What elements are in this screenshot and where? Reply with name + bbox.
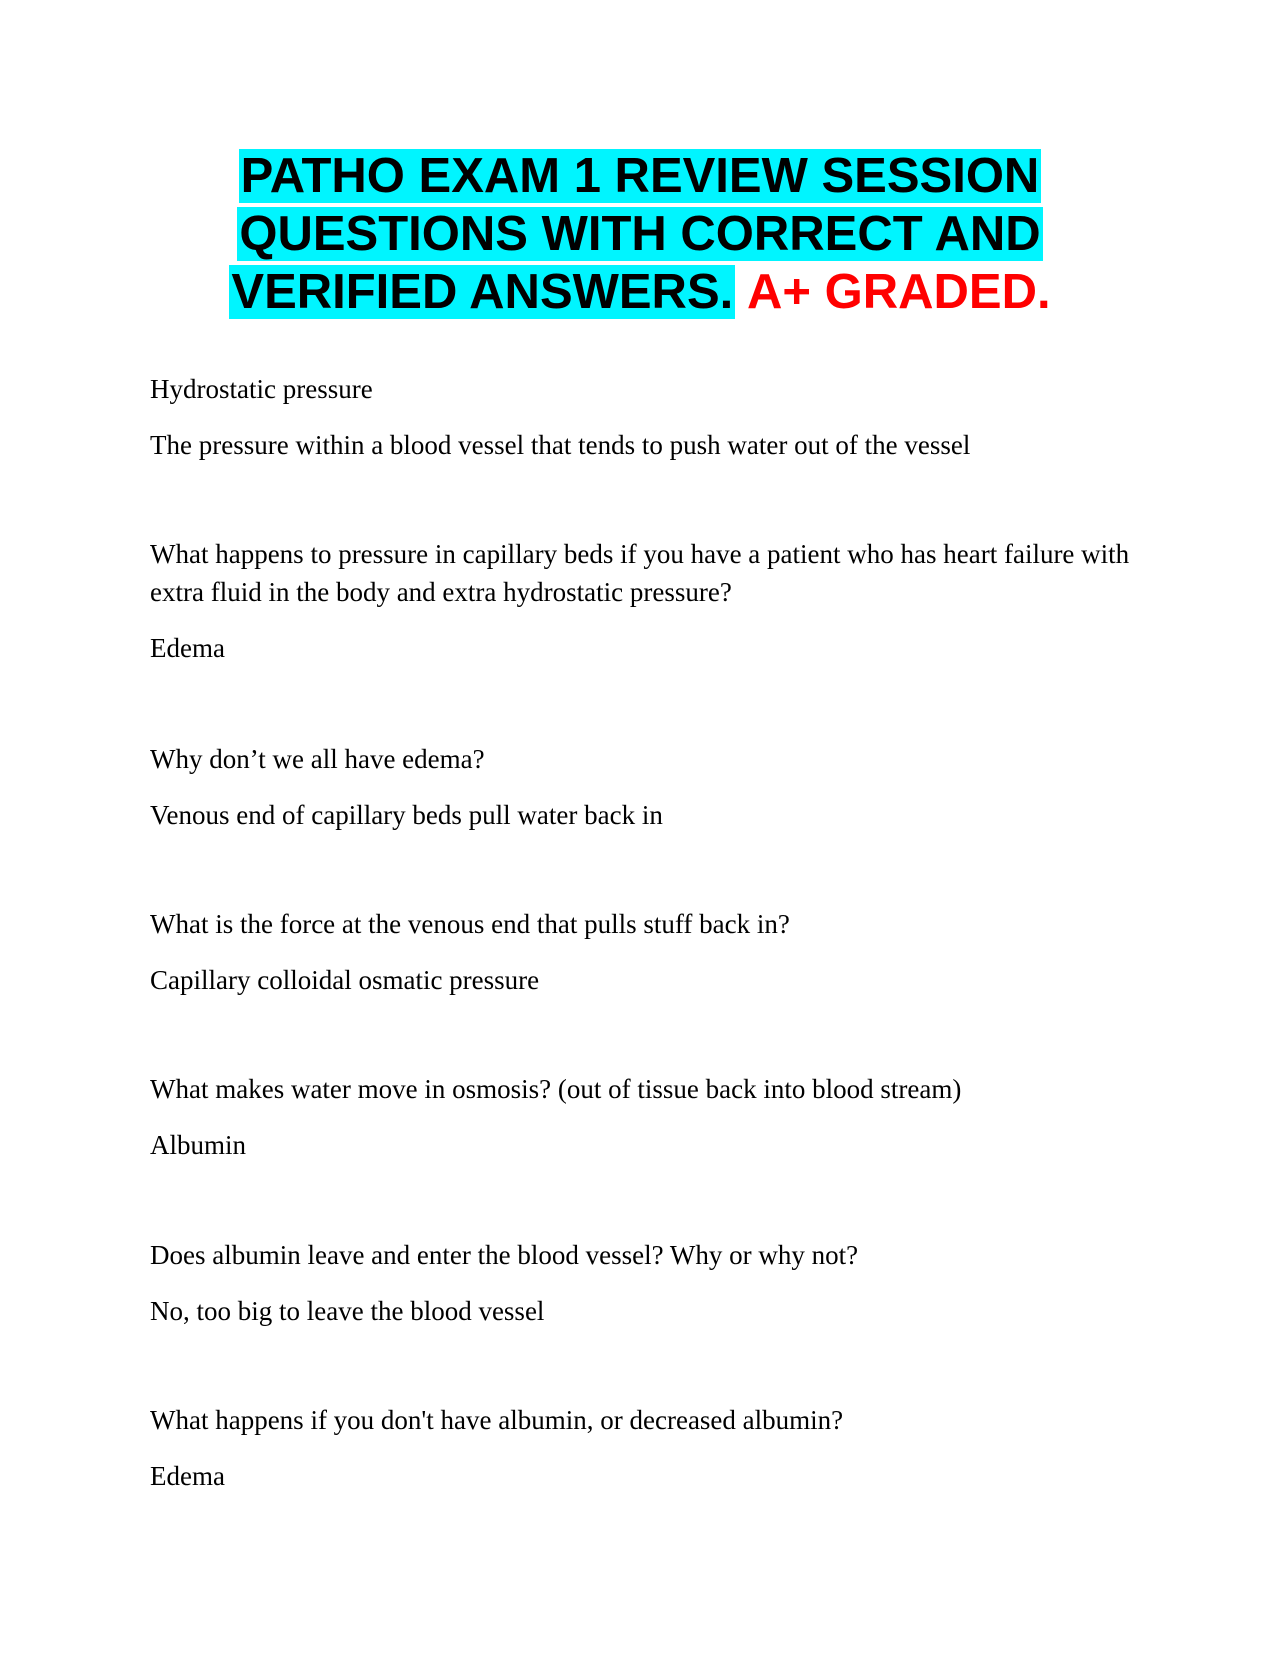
- title-line-3: VERIFIED ANSWERS.: [231, 265, 734, 319]
- qa-item-2: [150, 535, 1130, 667]
- qa-item-4: [150, 905, 1130, 999]
- question-text: Hydrostatic pressure: [150, 374, 373, 404]
- document-title: [150, 147, 1130, 321]
- qa-item-5: [150, 1070, 1130, 1164]
- answer-text: The pressure within a blood vessel that tends to push water out of the vessel: [150, 430, 971, 460]
- question-text: Does albumin leave and enter the blood vessel? Why or why not?: [150, 1240, 859, 1270]
- qa-item-3: [150, 740, 1130, 834]
- question-text: What happens if you don't have albumin, or decreased albumin?: [150, 1405, 844, 1435]
- question-text: What makes water move in osmosis? (out of tissue back into blood stream): [150, 1074, 962, 1104]
- answer-text: Albumin: [150, 1130, 247, 1160]
- answer-text: Edema: [150, 1461, 225, 1491]
- title-line-1: PATHO EXAM 1 REVIEW SESSION: [240, 149, 1040, 203]
- qa-item-7: [150, 1401, 1130, 1495]
- question-text: Why don’t we all have edema?: [150, 744, 485, 774]
- answer-text: No, too big to leave the blood vessel: [150, 1296, 545, 1326]
- answer-text: Venous end of capillary beds pull water back in: [150, 800, 663, 830]
- title-line-2: QUESTIONS WITH CORRECT AND: [239, 207, 1041, 261]
- title-grade: A+ GRADED.: [747, 265, 1051, 319]
- answer-text: Capillary colloidal osmatic pressure: [150, 965, 540, 995]
- answer-text: Edema: [150, 633, 225, 663]
- question-text: What is the force at the venous end that pulls stuff back in?: [150, 909, 790, 939]
- qa-item-6: [150, 1236, 1130, 1330]
- question-text: What happens to pressure in capillary beds if you have a patient who has heart failure with extra fluid in the body and extra hydrostatic pressure?: [150, 539, 1130, 607]
- qa-item-1: [150, 370, 1130, 464]
